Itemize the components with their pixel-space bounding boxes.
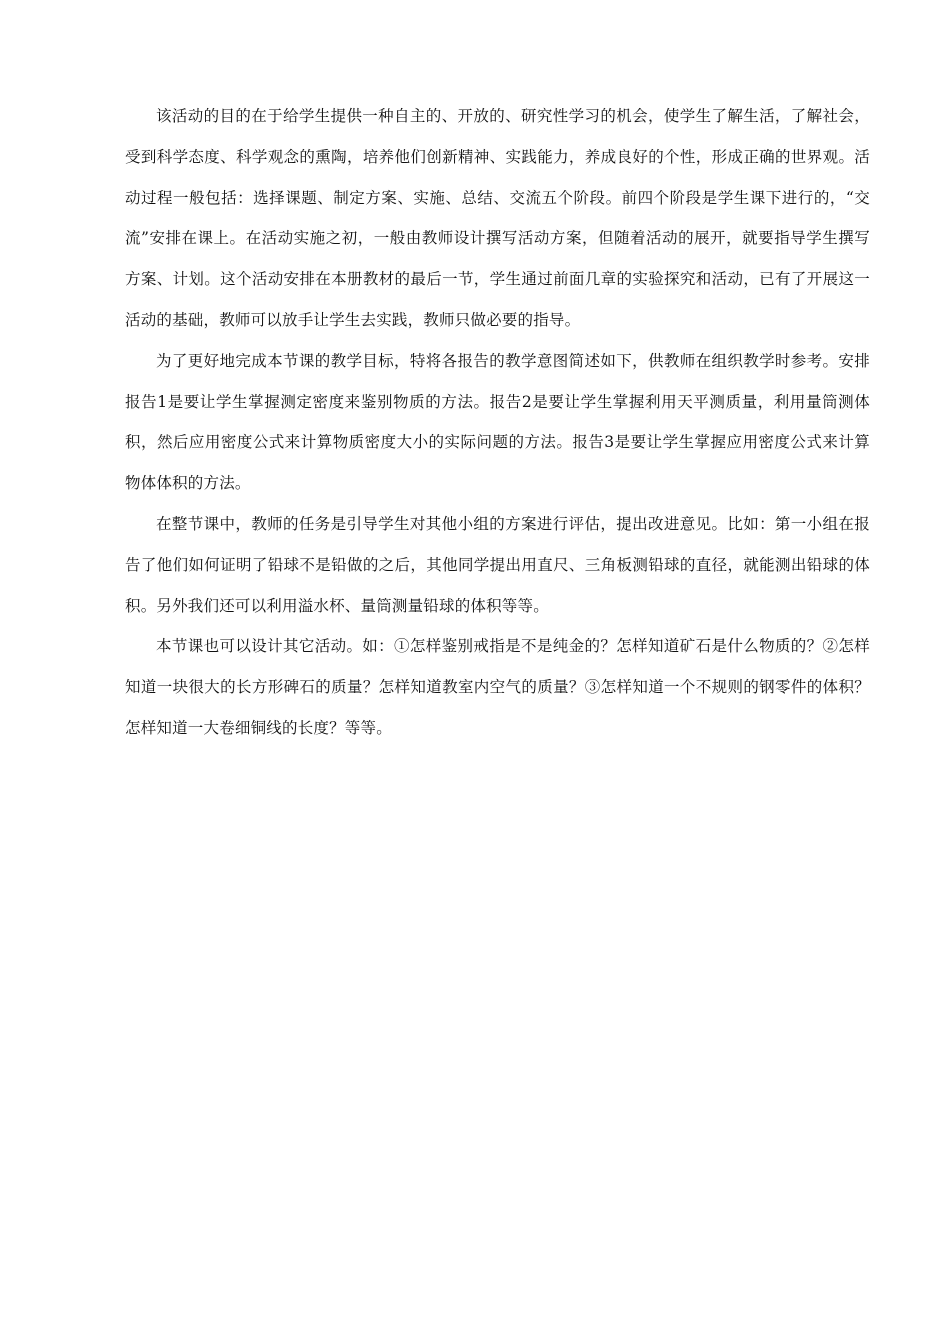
paragraph-teaching-goals: 为了更好地完成本节课的教学目标，特将各报告的教学意图简述如下，供教师在组织教学时参考。安排报告1是要让学生掌握测定密度来鉴别物质的方法。报告2是要让学生掌握利用天平测质量，利用量筒测体积，然后应用密度公式来计算物质密度大小的实际问题的方法。报告3是要让学生掌握应用密度公式来计算物体体积的方法。 bbox=[125, 351, 870, 493]
paragraph-other-activities: 本节课也可以设计其它活动。如：①怎样鉴别戒指是不是纯金的？怎样知道矿石是什么物质的？②怎样知道一块很大的长方形碑石的质量？怎样知道教室内空气的质量？③怎样知道一个不规则的钢零件的体积？怎样知道一大卷细铜线的长度？等等。 bbox=[125, 637, 870, 737]
document-body bbox=[125, 96, 870, 749]
paragraph-teacher-role: 在整节课中，教师的任务是引导学生对其他小组的方案进行评估，提出改进意见。比如：第一小组在报告了他们如何证明了铅球不是铅做的之后，其他同学提出用直尺、三角板测铅球的直径，就能测出铅球的体积。另外我们还可以利用溢水杯、量筒测量铅球的体积等等。 bbox=[125, 514, 870, 615]
paragraph-activity-purpose: 该活动的目的在于给学生提供一种自主的、开放的、研究性学习的机会，使学生了解生活，了解社会，受到科学态度、科学观念的熏陶，培养他们创新精神、实践能力，养成良好的个性，形成正确的世界观。活动过程一般包括：选择课题、制定方案、实施、总结、交流五个阶段。前四个阶段是学生课下进行的，“交流”安排在课上。在活动实施之初，一般由教师设计撰写活动方案，但随着活动的展开，就要指导学生撰写方案、计划。这个活动安排在本册教材的最后一节，学生通过前面几章的实验探究和活动，已有了开展这一活动的基础，教师可以放手让学生去实践，教师只做必要的指导。 bbox=[125, 107, 870, 329]
